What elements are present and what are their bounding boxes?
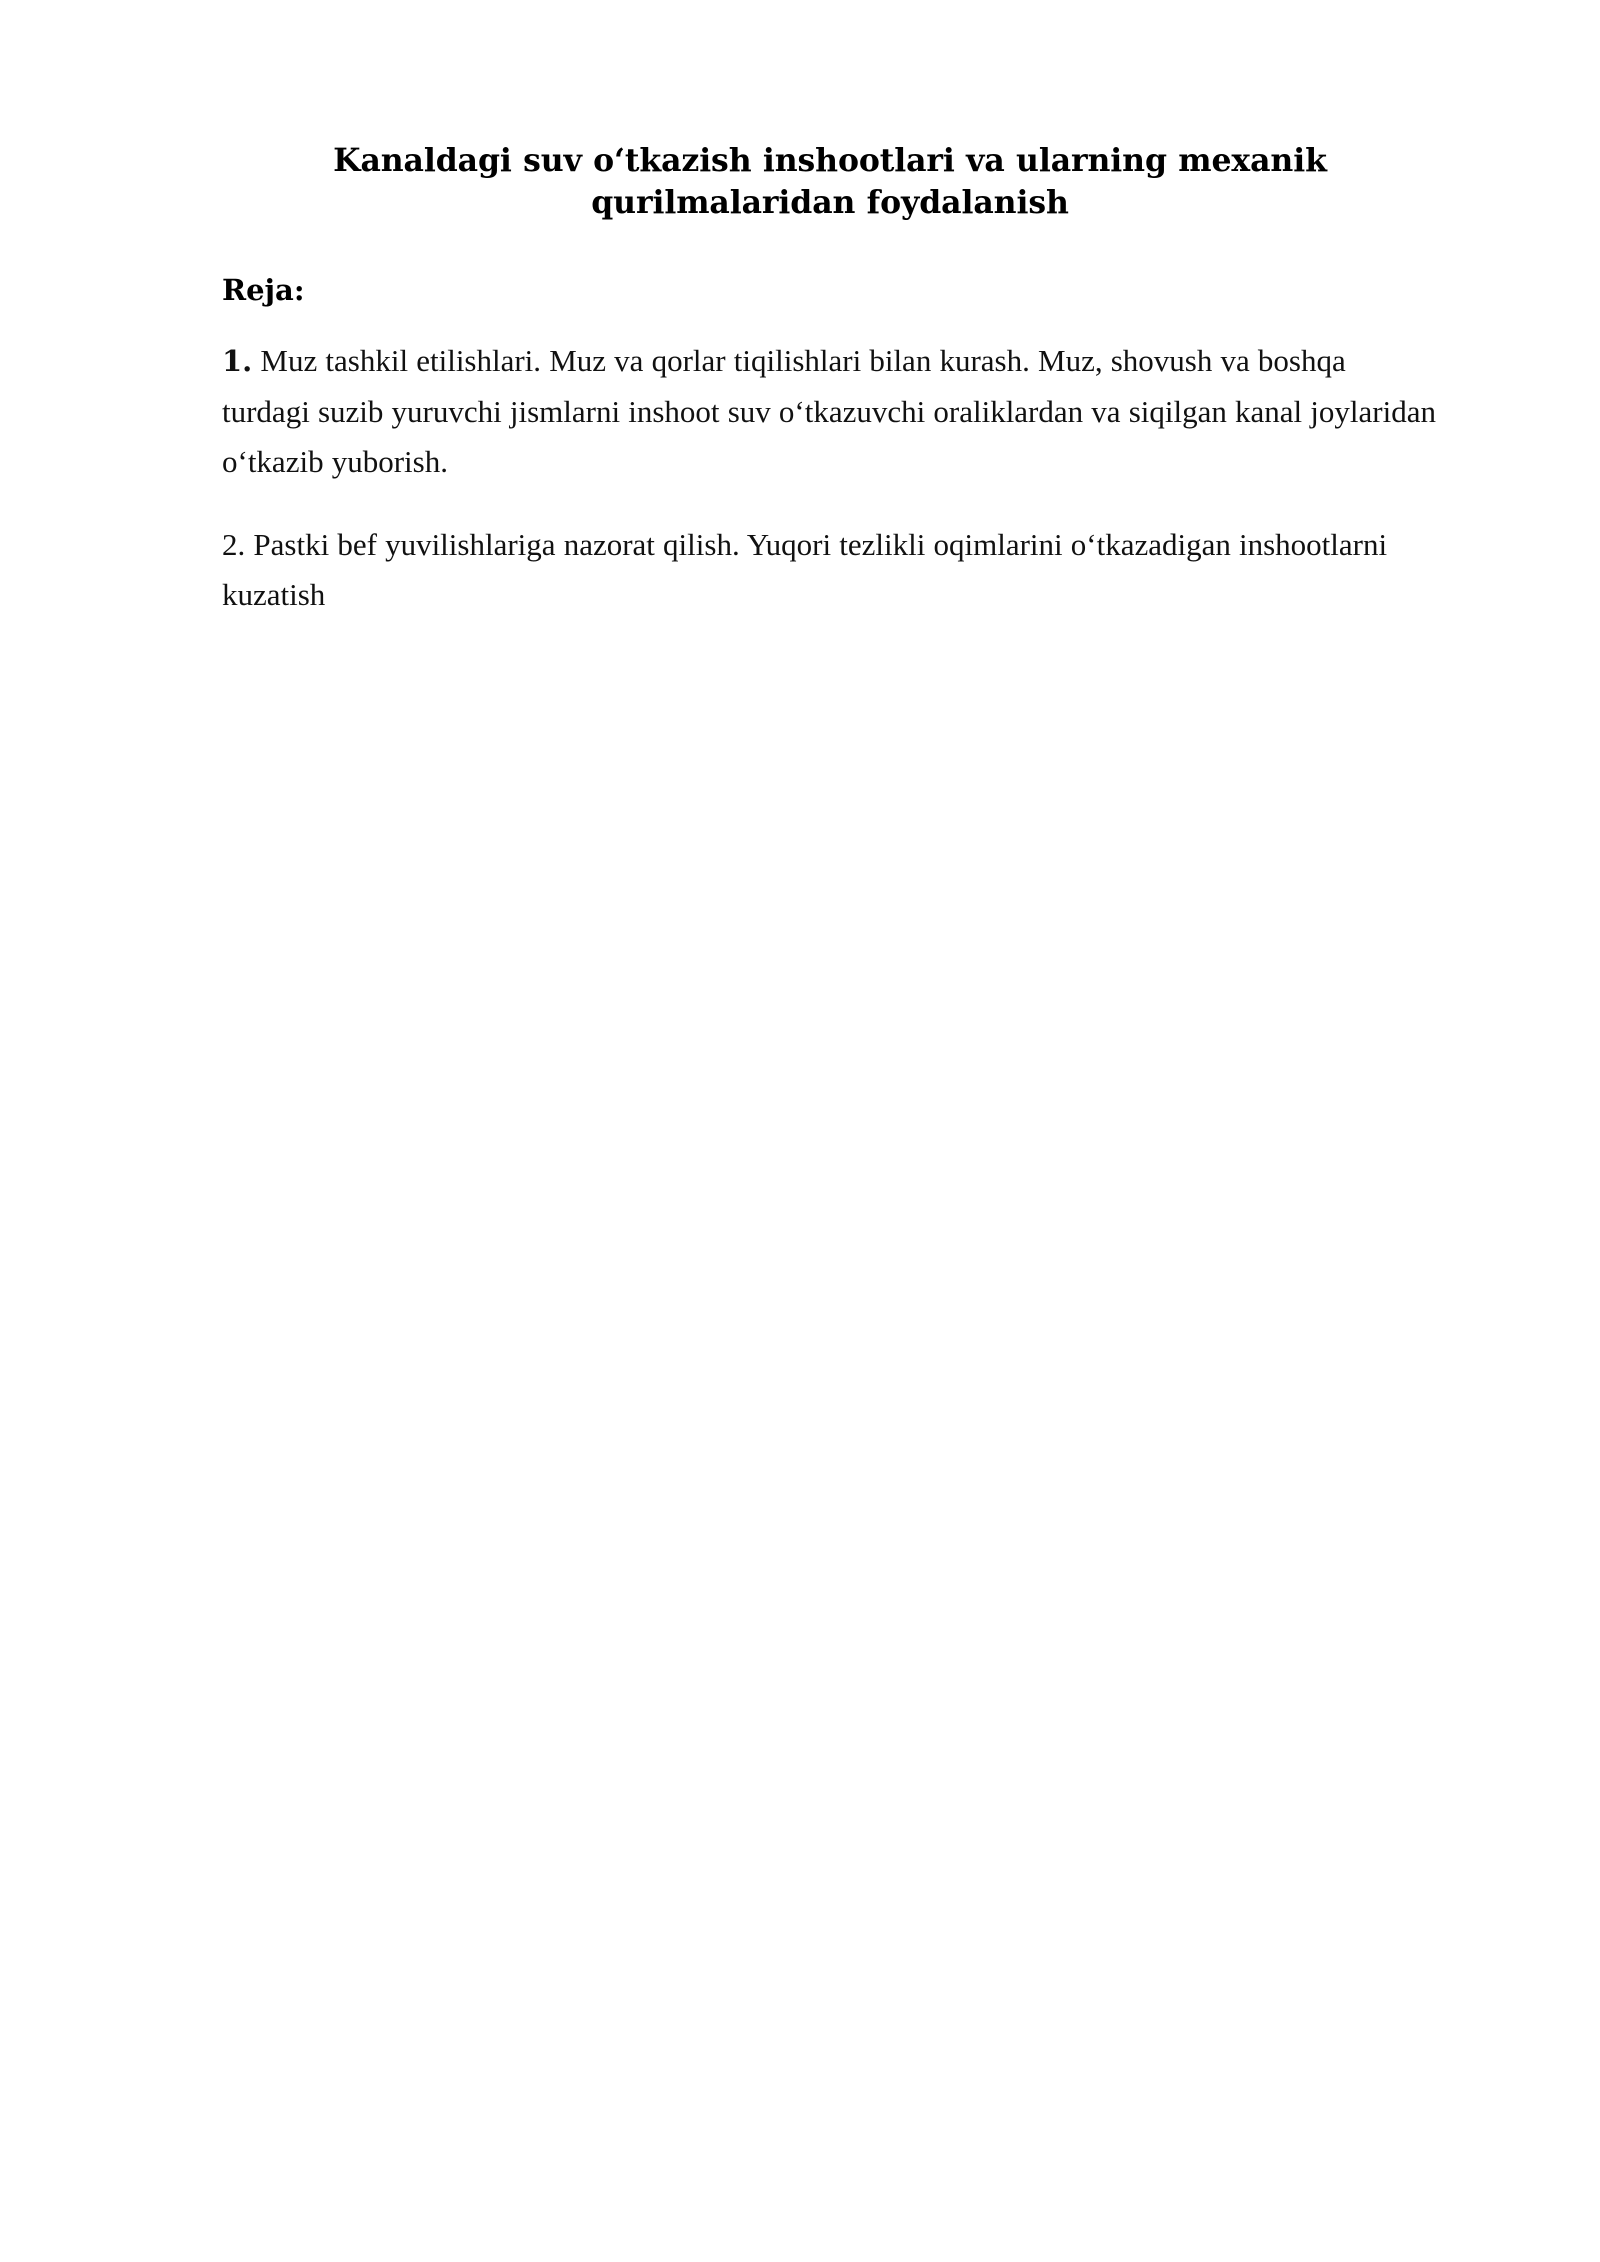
plan-item-1-text: Muz tashkil etilishlari. Muz va qorlar tiqilishlari bilan kurash. Muz, shovush va boshqa turdagi suzib yuruvchi jismlarni inshoot suv o‘tkazuvchi oraliklardan va siqilgan kanal joylaridan o‘tkazib yuborish. <box>222 343 1436 480</box>
plan-item-2-number: 2. <box>222 526 246 562</box>
page-title: Kanaldagi suv o‘tkazish inshootlari va ularning mexanik qurilmalaridan foydalanish <box>333 142 1327 222</box>
plan-item-2 <box>222 520 1438 621</box>
plan-heading: Reja: <box>222 273 305 308</box>
plan-item-2-text: Pastki bef yuvilishlariga nazorat qilish. Yuqori tezlikli oqimlarini o‘tkazadigan inshootlarni kuzatish <box>222 526 1388 613</box>
document-content <box>222 140 1438 621</box>
plan-item-1-number: 1. <box>222 344 253 379</box>
plan-item-1 <box>222 336 1438 488</box>
